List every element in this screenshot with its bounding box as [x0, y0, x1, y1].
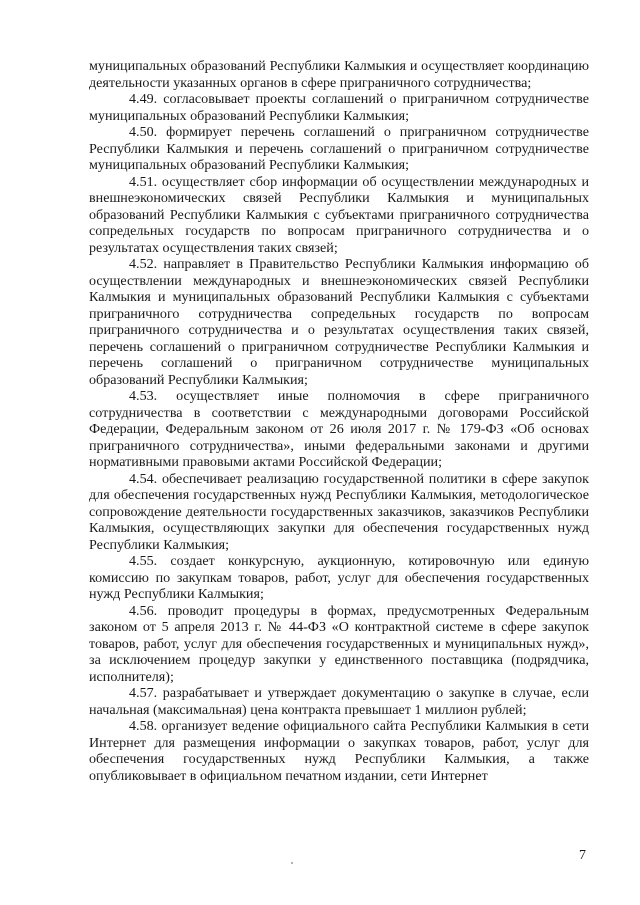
paragraph-continuation: муниципальных образований Республики Калмыкия и осуществляет координацию деятельности указанных органов в сфере приграничного сотрудничества;	[89, 58, 589, 91]
paragraph-4-55: 4.55. создает конкурсную, аукционную, котировочную или единую комиссию по закупкам товаров, работ, услуг для обеспечения государственных нужд Республики Калмыкия;	[89, 553, 589, 602]
paragraph-4-50: 4.50. формирует перечень соглашений о приграничном сотрудничестве Республики Калмыкия и перечень соглашений о приграничном сотрудничестве муниципальных образований Республики Калмыкия;	[89, 124, 589, 173]
paragraph-4-53: 4.53. осуществляет иные полномочия в сфере приграничного сотрудничества в соответствии с международными договорами Российской Федерации, Федеральным законом от 26 июля 2017 г. № 179-ФЗ «Об основах приграничного сотрудничества», иными федеральными законами и другими нормативными правовыми актами Российской Федерации;	[89, 388, 589, 470]
paragraph-4-54: 4.54. обеспечивает реализацию государственной политики в сфере закупок для обеспечения государственных нужд Республики Калмыкия, методологическое сопровождение деятельности государственных заказчиков, заказчиков Республики Калмыкия, осуществляющих закупки для обеспечения государственных нужд Республики Калмыкия;	[89, 470, 589, 553]
paragraph-4-56: 4.56. проводит процедуры в формах, предусмотренных Федеральным законом от 5 апреля 2013 г. № 44-ФЗ «О контрактной системе в сфере закупок товаров, работ, услуг для обеспечения государственных и муниципальных нужд», за исключением процедур закупки у единственного поставщика (подрядчика, исполнителя);	[89, 602, 589, 685]
paragraph-4-51: 4.51. осуществляет сбор информации об осуществлении международных и внешнеэкономических связей Республики Калмыкия и муниципальных образований Республики Калмыкия с субъектами приграничного сотрудничества сопредельных государств по вопросам приграничного сотрудничества и о результатах осуществления таких связей;	[89, 173, 589, 256]
scan-speck	[291, 862, 293, 864]
paragraph-4-58: 4.58. организует ведение официального сайта Республики Калмыкия в сети Интернет для размещения информации о закупках товаров, работ, услуг для обеспечения государственных нужд Республики Калмыкия, а также опубликовывает в официальном печатном издании, сети Интернет	[89, 718, 589, 784]
document-body	[89, 58, 589, 784]
paragraph-4-57: 4.57. разрабатывает и утверждает документацию о закупке в случае, если начальная (максимальная) цена контракта превышает 1 миллион рублей;	[89, 685, 589, 718]
paragraph-4-49: 4.49. согласовывает проекты соглашений о приграничном сотрудничестве муниципальных образований Республики Калмыкия;	[89, 91, 589, 124]
paragraph-4-52: 4.52. направляет в Правительство Республики Калмыкия информацию об осуществлении международных и внешнеэкономических связей Республики Калмыкия и муниципальных образований Республики Калмыкия с субъектами приграничного сотрудничества сопредельных государств по вопросам приграничного сотрудничества и о результатах осуществления таких связей, перечень соглашений о приграничном сотрудничестве Республики Калмыкия и перечень соглашений о приграничном сотрудничестве муниципальных образований Республики Калмыкия;	[89, 256, 589, 388]
page-number: 7	[579, 848, 586, 863]
